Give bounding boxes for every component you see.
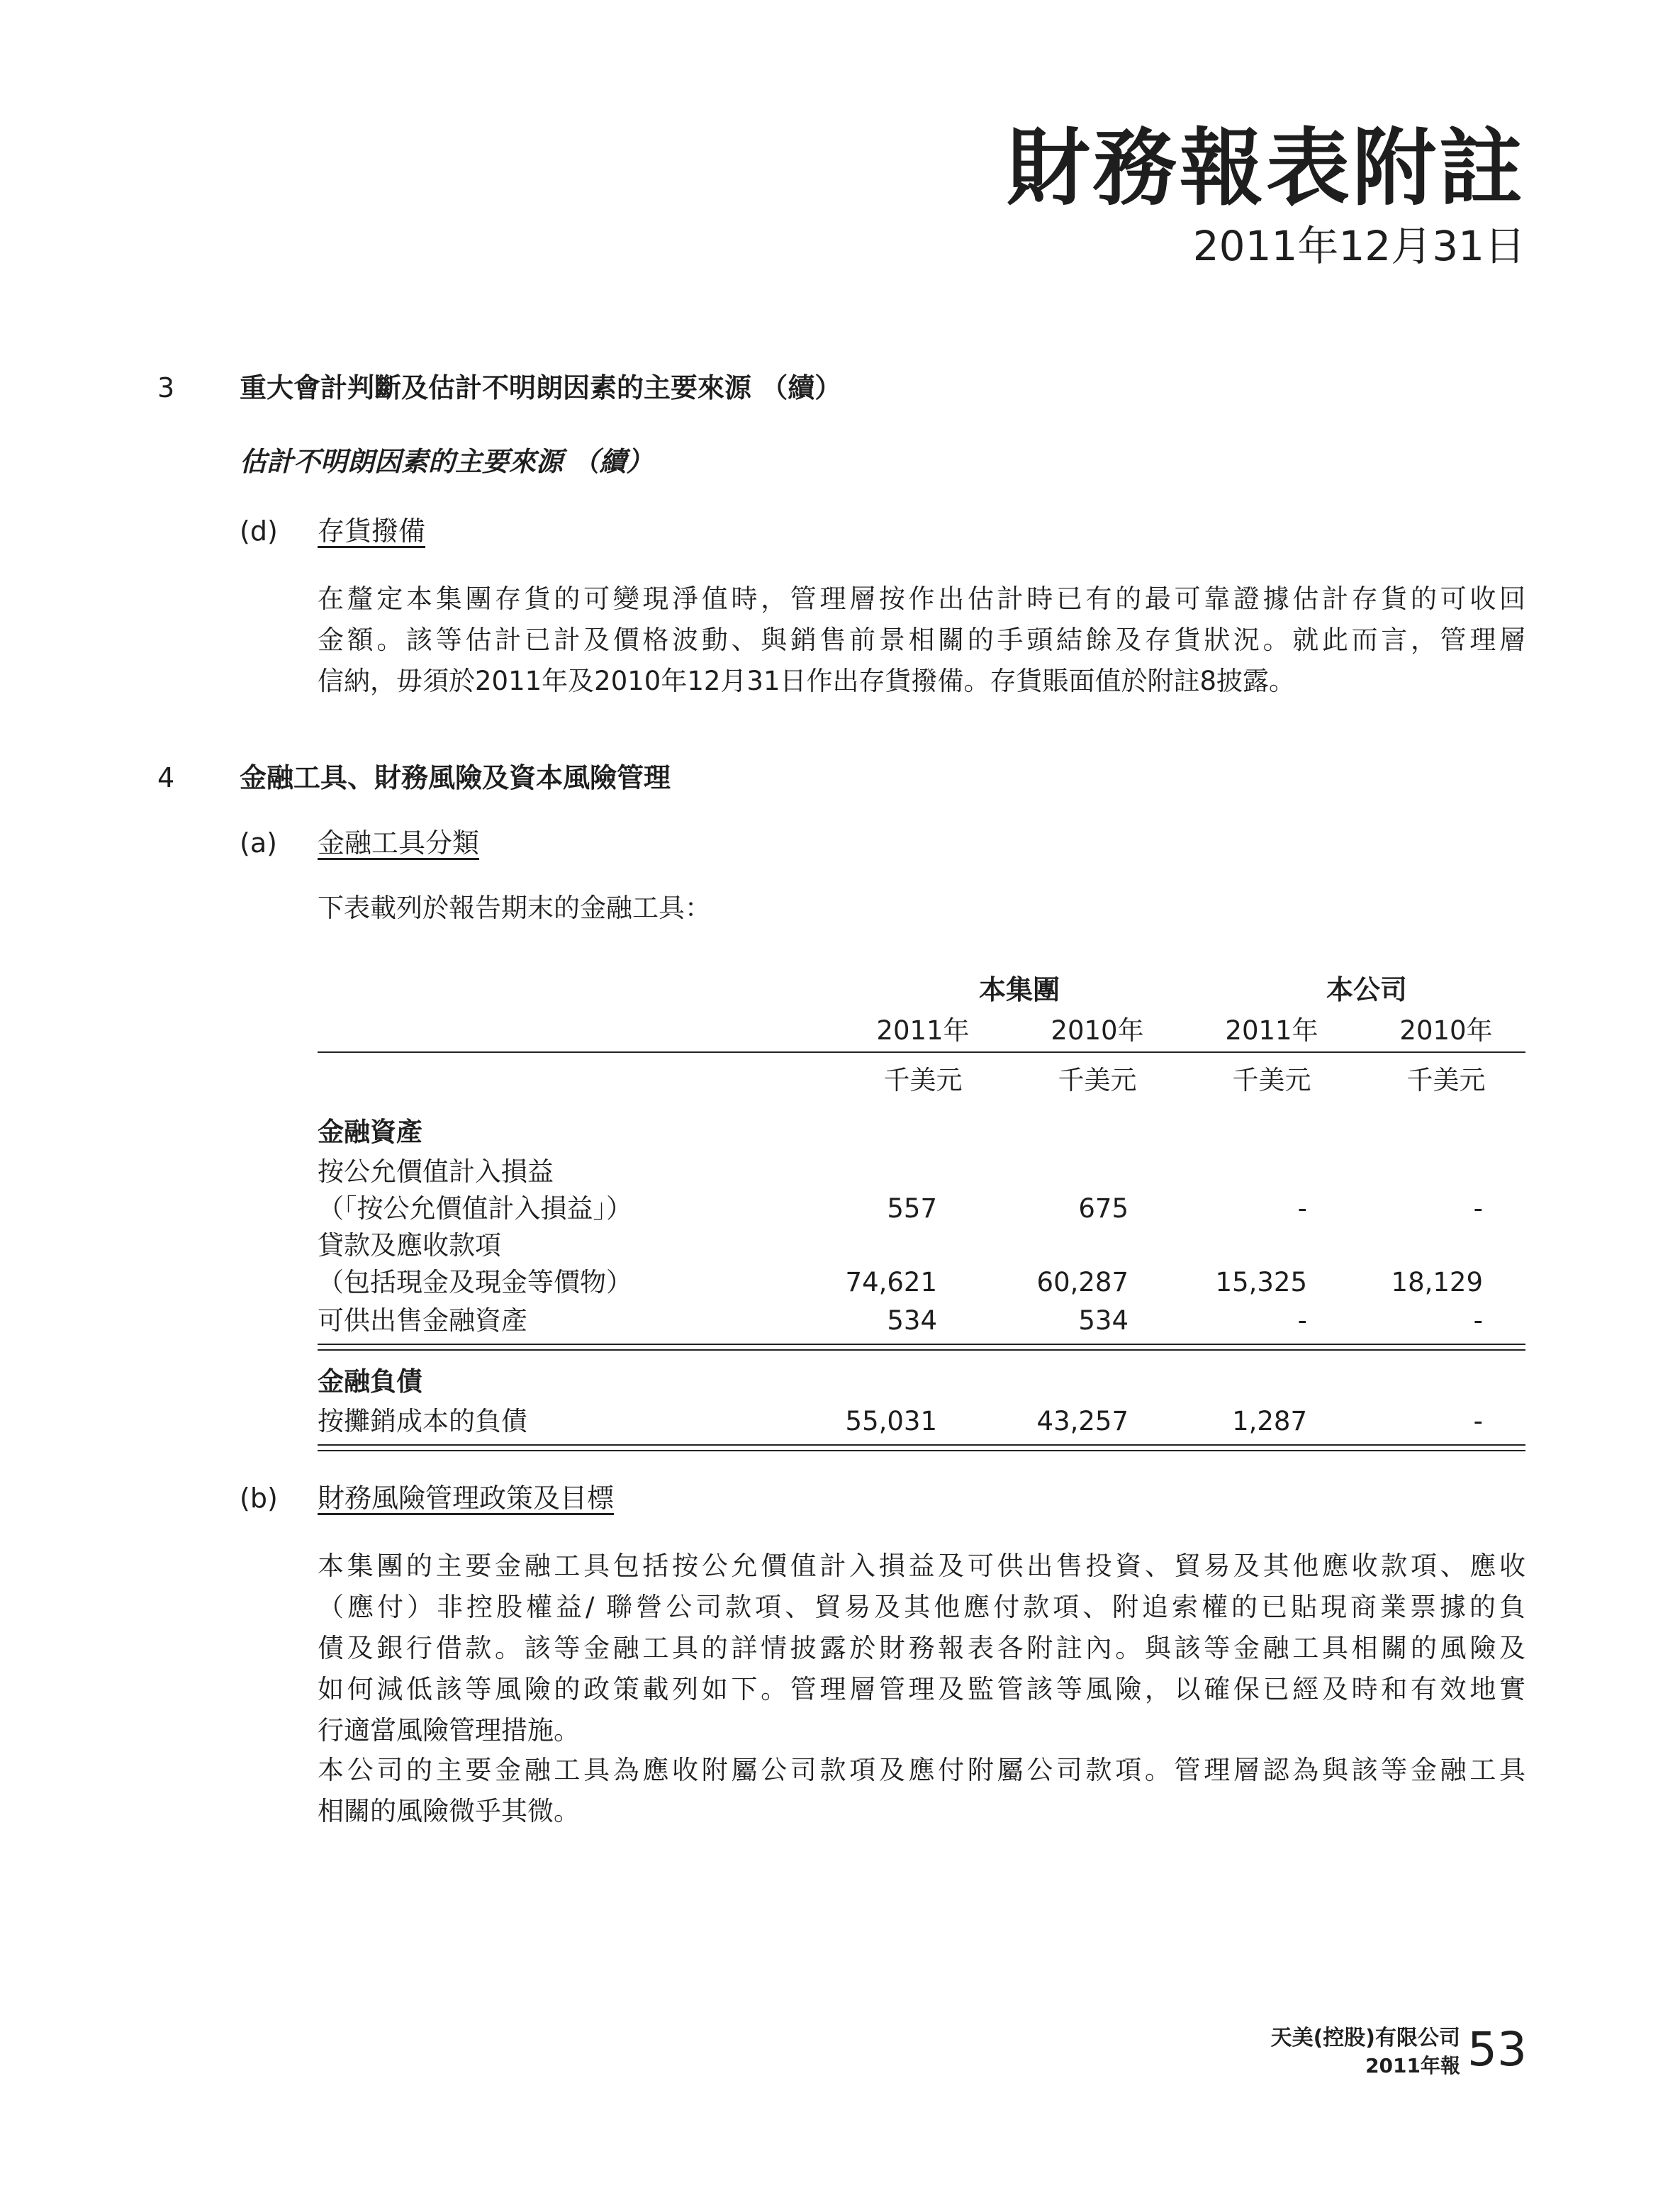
row-label: 貸款及應收款項	[318, 1230, 501, 1261]
page-title: 財務報表附註	[1006, 119, 1525, 217]
liabilities-heading-row	[318, 1363, 1525, 1400]
section-3-title: 重大會計判斷及估計不明朗因素的主要來源 （續）	[240, 372, 842, 403]
table-cell: 15,325	[1215, 1267, 1307, 1297]
section-4-number: 4	[157, 762, 175, 793]
group-header-group: 本集團	[978, 974, 1060, 1005]
item-a-label: (a)	[240, 827, 277, 859]
section-3-subtitle: 估計不明朗因素的主要來源 （續）	[240, 446, 654, 477]
table-cell: 43,257	[1036, 1406, 1129, 1436]
unit-header: 千美元	[883, 1065, 963, 1095]
table-cell: 1,287	[1232, 1406, 1307, 1436]
item-d-title: 存貨撥備	[318, 515, 426, 547]
table-cell: 60,287	[1036, 1267, 1129, 1297]
page-number: 53	[1467, 2022, 1527, 2077]
row-label: 可供出售金融資產	[318, 1305, 527, 1336]
row-label: （包括現金及現金等價物）	[318, 1267, 632, 1297]
section-3-number: 3	[157, 372, 175, 403]
footer-company: 天美(控股)有限公司	[1270, 2026, 1460, 2050]
unit-header: 千美元	[1058, 1065, 1137, 1095]
table-cell: 675	[1078, 1193, 1129, 1224]
table-cell: -	[1473, 1406, 1483, 1436]
footer-report: 2011年報	[1365, 2054, 1460, 2077]
paragraph-line: 債及銀行借款。該等金融工具的詳情披露於財務報表各附註內。與該等金融工具相關的風險及	[318, 1633, 1525, 1663]
table-cell: 557	[887, 1193, 937, 1224]
year-header: 2010年	[1399, 1015, 1493, 1046]
row-label: 按公允價值計入損益	[318, 1156, 554, 1187]
table-cell: 55,031	[845, 1406, 937, 1436]
paragraph-line: 如何減低該等風險的政策載列如下。管理層管理及監管該等風險，以確保已經及時和有效地實	[318, 1674, 1525, 1704]
table-cell: 534	[1078, 1305, 1129, 1336]
row-label: 按攤銷成本的負債	[318, 1406, 527, 1436]
table-cell: 74,621	[845, 1267, 937, 1297]
assets-heading: 金融資產	[318, 1117, 422, 1147]
table-cell: 534	[887, 1305, 937, 1336]
assets-total-rule	[318, 1344, 1525, 1351]
unit-header: 千美元	[1406, 1065, 1486, 1095]
table-row	[318, 1403, 1525, 1440]
unit-header: 千美元	[1232, 1065, 1311, 1095]
paragraph-line: 本集團的主要金融工具包括按公允價值計入損益及可供出售投資、貿易及其他應收款項、應收	[318, 1551, 1525, 1581]
paragraph-line: 信納，毋須於2011年及2010年12月31日作出存貨撥備。存貨賬面值於附註8披露。	[318, 666, 1296, 696]
paragraph-line: （應付）非控股權益/ 聯營公司款項、貿易及其他應付款項、附追索權的已貼現商業票據的負	[318, 1592, 1525, 1622]
table-cell: -	[1297, 1305, 1307, 1336]
liabilities-heading: 金融負債	[318, 1366, 422, 1397]
year-header: 2011年	[1225, 1015, 1318, 1046]
row-label: （「按公允價值計入損益」）	[318, 1193, 632, 1224]
item-a-title: 金融工具分類	[318, 827, 480, 859]
table-row	[318, 1190, 1525, 1227]
header-rule	[318, 1051, 1525, 1053]
liabilities-total-rule	[318, 1444, 1525, 1451]
table-row	[318, 1227, 1525, 1264]
paragraph-line: 相關的風險微乎其微。	[318, 1796, 580, 1826]
item-b-paragraph-2	[318, 1750, 1525, 1832]
table-cell: -	[1297, 1193, 1307, 1224]
item-b-title: 財務風險管理政策及目標	[318, 1483, 615, 1514]
item-d-paragraph	[318, 579, 1525, 702]
assets-heading-row	[318, 1114, 1525, 1151]
table-cell: -	[1473, 1193, 1483, 1224]
table-row	[318, 1154, 1525, 1190]
table-cell: -	[1473, 1305, 1483, 1336]
year-header: 2011年	[876, 1015, 970, 1046]
page-date: 2011年12月31日	[1192, 222, 1525, 270]
item-b-paragraph-1	[318, 1546, 1525, 1751]
paragraph-line: 在釐定本集團存貨的可變現淨值時，管理層按作出估計時已有的最可靠證據估計存貨的可收回	[318, 584, 1525, 614]
group-header-company: 本公司	[1326, 974, 1407, 1005]
year-header: 2010年	[1051, 1015, 1144, 1046]
paragraph-line: 金額。該等估計已計及價格波動、與銷售前景相關的手頭結餘及存貨狀況。就此而言，管理層	[318, 625, 1525, 655]
paragraph-line: 行適當風險管理措施。	[318, 1715, 580, 1746]
item-d-label: (d)	[240, 515, 278, 547]
item-a-intro: 下表載列於報告期末的金融工具：	[318, 893, 711, 923]
paragraph-line: 本公司的主要金融工具為應收附屬公司款項及應付附屬公司款項。管理層認為與該等金融工具	[318, 1755, 1525, 1785]
table-cell: 18,129	[1391, 1267, 1483, 1297]
item-b-label: (b)	[240, 1483, 278, 1514]
table-row	[318, 1302, 1525, 1339]
table-row	[318, 1264, 1525, 1301]
section-4-title: 金融工具、財務風險及資本風險管理	[240, 762, 671, 793]
